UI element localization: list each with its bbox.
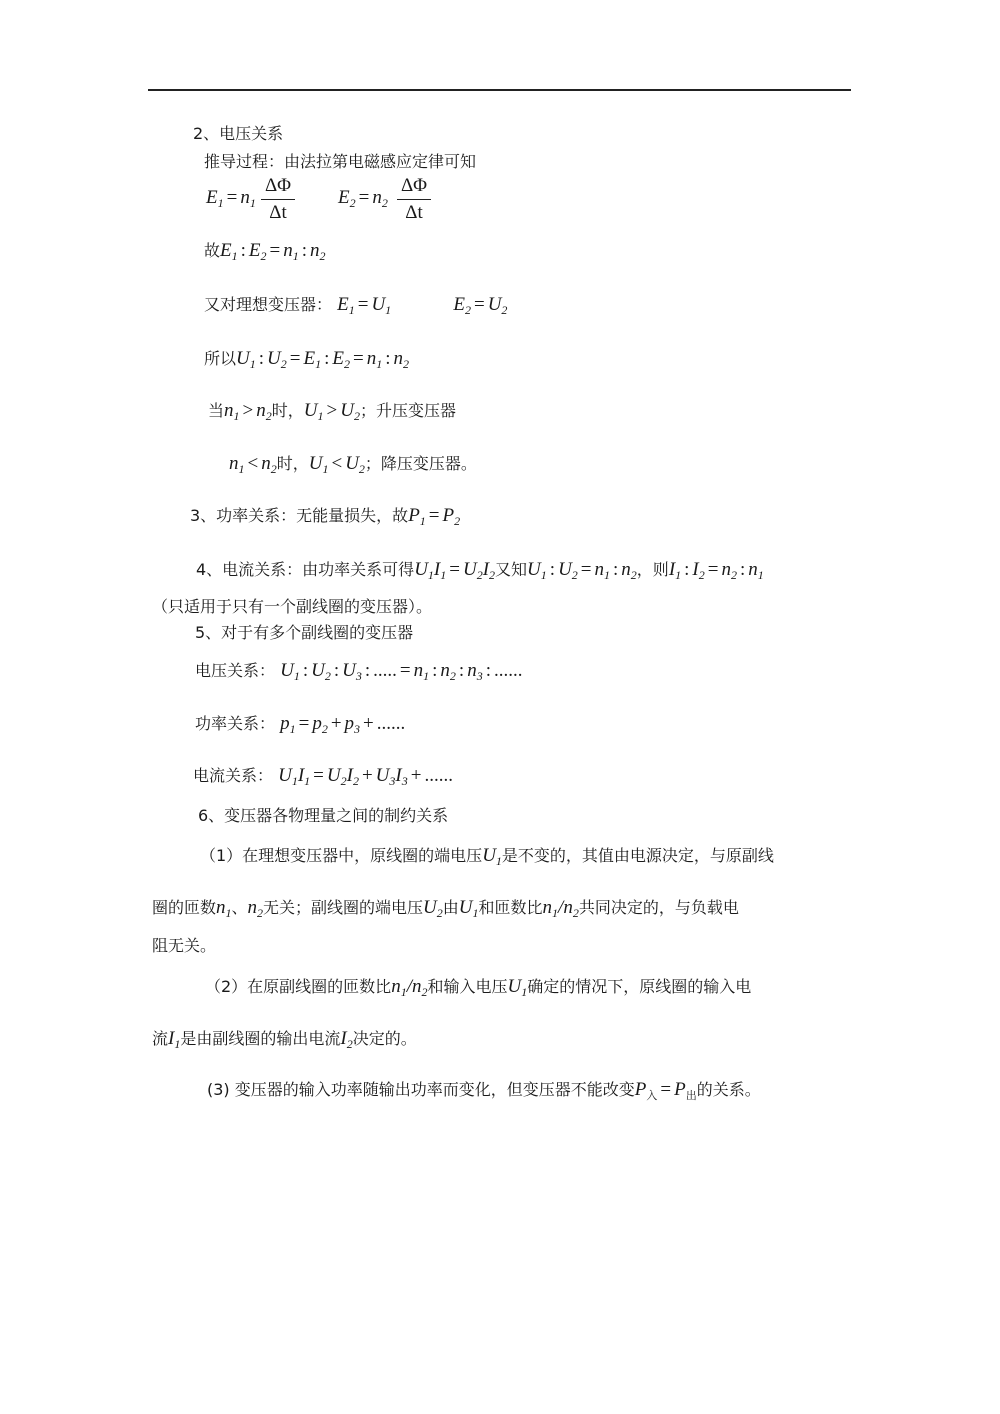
multi-power-line: 功率关系： $p_1 = p_2 + p_3$ + ...... bbox=[195, 713, 406, 736]
section3-line: 3、功率关系：无能量损失，故$P_1 = P_2$ bbox=[190, 505, 461, 528]
para1-text-h: 共同决定的，与负载电 bbox=[578, 898, 739, 917]
fraction-numerator: ΔΦ bbox=[400, 175, 428, 196]
fraction-e1 bbox=[261, 175, 295, 224]
step-down-line: $n_1 < n_2$时，$U_1 < U_2$；降压变压器。 bbox=[229, 453, 477, 476]
so-ratio-line: 所以$U_1$ : $U_2 = E_1$ : $E_2 = n_1$ : $n_2$ bbox=[204, 348, 409, 371]
multi-voltage-line: 电压关系： $U_1$ : $U_2$ : $U_3$ : ..... = $n_1$ : $n_2$ : $n_3$ : ...... bbox=[195, 660, 523, 683]
formula-e1-left: $E_1 = n_1$ bbox=[206, 187, 256, 210]
step-up-line: 当$n_1 > n_2$时，$U_1 > U_2$；升压变压器 bbox=[208, 400, 456, 423]
para2-text-f: 决定的。 bbox=[352, 1029, 417, 1048]
section4-prefix: 4、电流关系：由功率关系可得 bbox=[196, 560, 415, 579]
para3-text-a: (3) 变压器的输入功率随输出功率而变化，但变压器不能改变 bbox=[207, 1080, 635, 1099]
para2-line2: 流$I_1$是由副线圈的输出电流$I_2$决定的。 bbox=[152, 1028, 417, 1051]
para1-text-g: 和匝数比 bbox=[478, 898, 543, 917]
section3-text: 3、功率关系：无能量损失，故 bbox=[190, 506, 409, 525]
ideal-transformer-line: 又对理想变压器： $E_1 = U_1$ $E_2 = U_2$ bbox=[204, 294, 508, 317]
para2-line1: （2）在原副线圈的匝数比$n_1/n_2$和输入电压$U_1$确定的情况下，原线圈的输入电 bbox=[205, 976, 752, 999]
para1-line3: 阻无关。 bbox=[152, 936, 217, 955]
para3-line: (3) 变压器的输入功率随输出功率而变化，但变压器不能改变$P_入 = P_出$的关系。 bbox=[207, 1079, 761, 1102]
section4-note: （只适用于只有一个副线圈的变压器）。 bbox=[152, 597, 433, 616]
ideal-label: 又对理想变压器： bbox=[204, 295, 333, 314]
step-up-label: ；升压变压器 bbox=[359, 401, 456, 420]
section4-line: 4、电流关系：由功率关系可得$U_1I_1 = U_2I_2$又知$U_1$ : $U_2 = n_1$ : $n_2$，则$I_1$ : $I_2 = n_2$ : $n_1$ bbox=[196, 559, 764, 582]
derivation-intro: 推导过程：由法拉第电磁感应定律可知 bbox=[204, 152, 477, 171]
para1-text-f: 由 bbox=[442, 898, 459, 917]
para2-text-b: 和输入电压 bbox=[427, 977, 508, 996]
time-word: 时， bbox=[276, 454, 309, 473]
para1-text-e: 无关；副线圈的端电压 bbox=[263, 898, 424, 917]
para1-text-c: 圈的匝数 bbox=[152, 898, 217, 917]
section4-mid1: 又知 bbox=[495, 560, 528, 579]
fraction-numerator: ΔΦ bbox=[264, 175, 292, 196]
current-label: 电流关系： bbox=[193, 766, 274, 785]
para2-text-c: 确定的情况下，原线圈的输入电 bbox=[527, 977, 752, 996]
para1-text-b: 是不变的，其值由电源决定，与原副线 bbox=[501, 846, 774, 865]
fraction-denominator: Δt bbox=[405, 202, 423, 223]
section2-heading: 2、电压关系 bbox=[193, 124, 284, 143]
para2-text-e: 是由副线圈的输出电流 bbox=[180, 1029, 341, 1048]
ellipsis: ...... bbox=[493, 660, 523, 681]
para3-text-b: 的关系。 bbox=[696, 1080, 761, 1099]
para2-text-a: （2）在原副线圈的匝数比 bbox=[205, 977, 392, 996]
therefore-ratio-line: 故$E_1$ : $E_2 = n_1$ : $n_2$ bbox=[204, 240, 326, 263]
para1-line2: 圈的匝数$n_1$、$n_2$无关；副线圈的端电压$U_2$由$U_1$和匝数比$n_1/n_2$共同决定的，与负载电 bbox=[152, 897, 739, 920]
fraction-e2 bbox=[397, 175, 431, 224]
voltage-label: 电压关系： bbox=[195, 661, 276, 680]
subscript-out: 出 bbox=[685, 1089, 697, 1102]
fraction-denominator: Δt bbox=[269, 202, 287, 223]
para1-line1: （1）在理想变压器中，原线圈的端电压$U_1$是不变的，其值由电源决定，与原副线 bbox=[200, 845, 774, 868]
subscript-in: 入 bbox=[646, 1089, 658, 1102]
section5-heading: 5、对于有多个副线圈的变压器 bbox=[195, 623, 414, 642]
power-label: 功率关系： bbox=[195, 714, 276, 733]
so-label: 所以 bbox=[204, 349, 237, 368]
header-rule bbox=[148, 89, 851, 91]
when-label: 当 bbox=[208, 401, 225, 420]
para2-text-d: 流 bbox=[152, 1029, 169, 1048]
ellipsis: ...... bbox=[376, 713, 406, 734]
time-word: 时， bbox=[271, 401, 304, 420]
ellipsis: ..... bbox=[373, 660, 397, 681]
formula-e2-left: $E_2 = n_2$ bbox=[338, 187, 388, 210]
multi-current-line: 电流关系： $U_1I_1 = U_2I_2 + U_3I_3$ + ...... bbox=[193, 765, 453, 788]
section6-heading: 6、变压器各物理量之间的制约关系 bbox=[198, 806, 449, 825]
para1-text-d: 、 bbox=[231, 898, 248, 917]
ellipsis: ...... bbox=[424, 765, 453, 786]
para1-text-a: （1）在理想变压器中，原线圈的端电压 bbox=[200, 846, 483, 865]
section4-mid2: ，则 bbox=[636, 560, 669, 579]
step-down-label: ；降压变压器。 bbox=[364, 454, 477, 473]
therefore-label: 故 bbox=[204, 241, 221, 260]
